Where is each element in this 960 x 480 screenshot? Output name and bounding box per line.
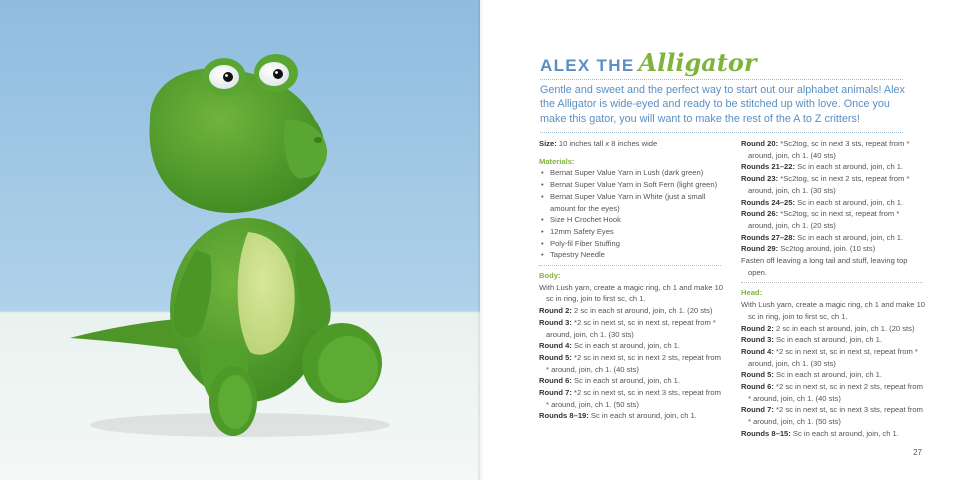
materials-heading: Materials: [539,156,575,166]
list-item: Rounds 8–15: Sc in each st around, join, ch 1. [741,428,899,438]
list-item: Round 3: Sc in each st around, join, ch 1. [741,335,882,345]
list-item: Round 4: *2 sc in next st, sc in next st, repeat from * around, join, ch 1. (30 sts) [741,346,918,368]
list-item: Round 29: Sc2tog around, join. (10 sts) [741,244,876,254]
list-item: Round 6: *2 sc in next st, sc in next 2 sts, repeat from * around, join, ch 1. (40 sts) [741,382,923,403]
list-item: Round 23: *Sc2tog, sc in next 2 sts, repeat from * around, join, ch 1. (30 sts) [741,174,910,195]
list-item: Round 5: Sc in each st around, join, ch 1. [741,370,882,380]
materials-list [539,167,725,261]
list-item: Round 5: *2 sc in next st, sc in next 2 sts, repeat from * around, join, ch 1. (40 sts) [539,352,721,374]
section-divider [539,265,721,266]
list-item: Rounds 21–22: Sc in each st around, join, ch 1. [741,162,904,172]
list-item: • Tapestry Needle [539,249,725,261]
size-line [539,138,725,150]
body-heading: Body: [539,271,561,281]
pattern-title [540,42,757,79]
list-item: Round 2: 2 sc in each st around, join, ch 1. (20 sts) [539,306,713,316]
intro-paragraph: Gentle and sweet and the perfect way to start out our alphabet animals! Alex the Alligator is wide-eyed and ready to be stitched up with love. Once you make this gator, you will want to make the rest of the A to Z critters! [540,84,905,125]
head-intro: With Lush yarn, create a magic ring, ch 1 and make 10 sc in ring, join to first sc, ch 1. [741,300,926,321]
title-prefix: ALEX THE [540,56,635,75]
list-item: Round 7: *2 sc in next st, sc in next 3 sts, repeat from * around, join, ch 1. (50 sts) [539,388,721,409]
column-left [539,138,725,422]
title-name: Alligator [638,48,757,77]
title-divider [540,79,903,80]
section-divider [741,282,923,283]
size-value: 10 inches tall x 8 inches wide [558,139,658,148]
list-item: Round 6: Sc in each st around, join, ch 1. [539,376,680,386]
list-item: • Size H Crochet Hook [539,214,725,226]
list-item: • Bernat Super Value Yarn in Lush (dark green) [539,167,725,179]
list-item: • Bernat Super Value Yarn in White (just a small amount for the eyes) [539,191,725,214]
list-item: Round 7: *2 sc in next st, sc in next 3 sts, repeat from * around, join, ch 1. (50 sts) [741,405,923,427]
list-item: Rounds 27–28: Sc in each st around, join, ch 1. [741,232,904,242]
list-item: Rounds 8–19: Sc in each st around, join, ch 1. [539,411,697,421]
pattern-page [480,0,960,480]
body-intro: With Lush yarn, create a magic ring, ch 1 and make 10 sc in ring, join to first sc, ch 1. [539,282,724,304]
list-item: • 12mm Safety Eyes [539,226,725,238]
list-item: Round 4: Sc in each st around, join, ch 1. [539,341,680,351]
intro-divider [540,132,903,133]
list-item: Round 26: *Sc2tog, sc in next st, repeat from * around, join, ch 1. (20 sts) [741,209,900,230]
fasten-off-note: Fasten off leaving a long tail and stuff, leaving top open. [741,256,908,277]
head-heading: Head: [741,288,763,298]
list-item: Round 2: 2 sc in each st around, join, ch 1. (20 sts) [741,323,915,333]
list-item: Round 20: *Sc2tog, sc in next 3 sts, repeat from * around, join, ch 1. (40 sts) [741,139,910,160]
list-item: • Bernat Super Value Yarn in Soft Fern (light green) [539,179,725,191]
list-item: • Poly-fil Fiber Stuffing [539,238,725,250]
list-item: Rounds 24–25: Sc in each st around, join, ch 1. [741,197,904,207]
list-item: Round 3: *2 sc in next st, sc in next st, repeat from * around, join, ch 1. (30 sts) [539,317,716,339]
size-label: Size: [539,139,557,148]
page-number: 27 [913,448,922,457]
column-right [741,138,927,440]
